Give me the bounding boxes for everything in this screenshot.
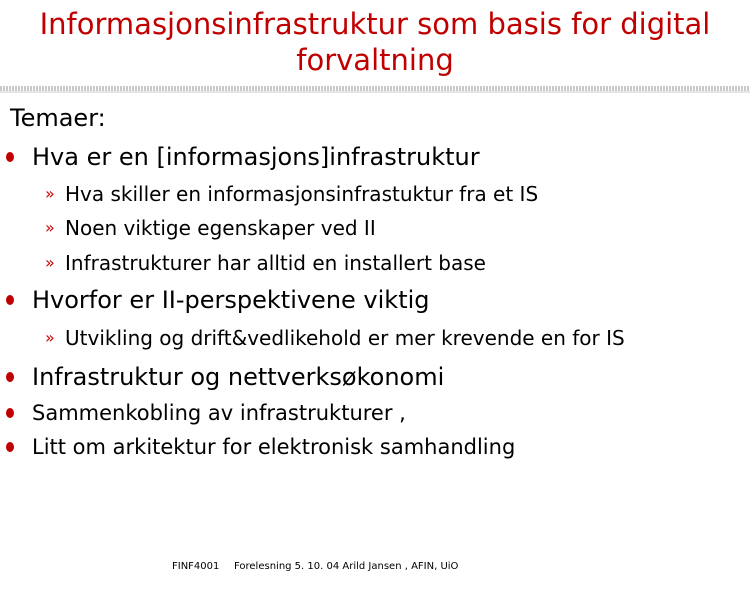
footer-course-code: FINF4001 [172, 561, 220, 572]
title-divider-band [0, 91, 750, 93]
bullet-text: Hva er en [informasjons]infrastruktur [32, 143, 480, 171]
bullet-text: Litt om arkitektur for elektronisk samhandling [32, 435, 516, 459]
footer-lecture-info: Forelesning 5. 10. 04 Arild Jansen , AFIN, UiO [234, 561, 459, 572]
subbullet-item-1-1 [45, 181, 538, 207]
bullet-text: Hvorfor er II-perspektivene viktig [32, 286, 430, 314]
bullet-item-5 [6, 432, 515, 462]
double-chevron-icon: » [45, 184, 55, 203]
bullet-item-2 [6, 285, 430, 315]
double-chevron-icon: » [45, 253, 55, 272]
subbullet-text: Infrastrukturer har alltid en installert base [65, 251, 486, 275]
bullet-item-4 [6, 398, 406, 428]
double-chevron-icon: » [45, 218, 55, 237]
subbullet-text: Noen viktige egenskaper ved II [65, 216, 376, 240]
red-dot-icon [6, 372, 14, 382]
red-dot-icon [6, 152, 14, 162]
red-dot-icon [6, 442, 14, 452]
subbullet-item-2-1 [45, 325, 625, 351]
bullet-item-1 [6, 142, 480, 172]
subbullet-item-1-2 [45, 215, 376, 241]
red-dot-icon [6, 408, 14, 418]
slide-title-line-1: Informasjonsinfrastruktur som basis for digital [39, 7, 711, 41]
bullet-text: Infrastruktur og nettverksøkonomi [32, 363, 445, 391]
subbullet-text: Utvikling og drift&vedlikehold er mer krevende en for IS [65, 326, 625, 350]
double-chevron-icon: » [45, 328, 55, 347]
red-dot-icon [6, 295, 14, 305]
subbullet-text: Hva skiller en informasjonsinfrastuktur fra et IS [65, 182, 539, 206]
bullet-item-3 [6, 362, 444, 392]
slide-title-line-2: forvaltning [296, 43, 454, 77]
bullet-text: Sammenkobling av infrastrukturer , [32, 401, 406, 425]
subbullet-item-1-3 [45, 250, 486, 276]
slide-title [0, 6, 750, 78]
topics-heading: Temaer: [10, 104, 106, 132]
